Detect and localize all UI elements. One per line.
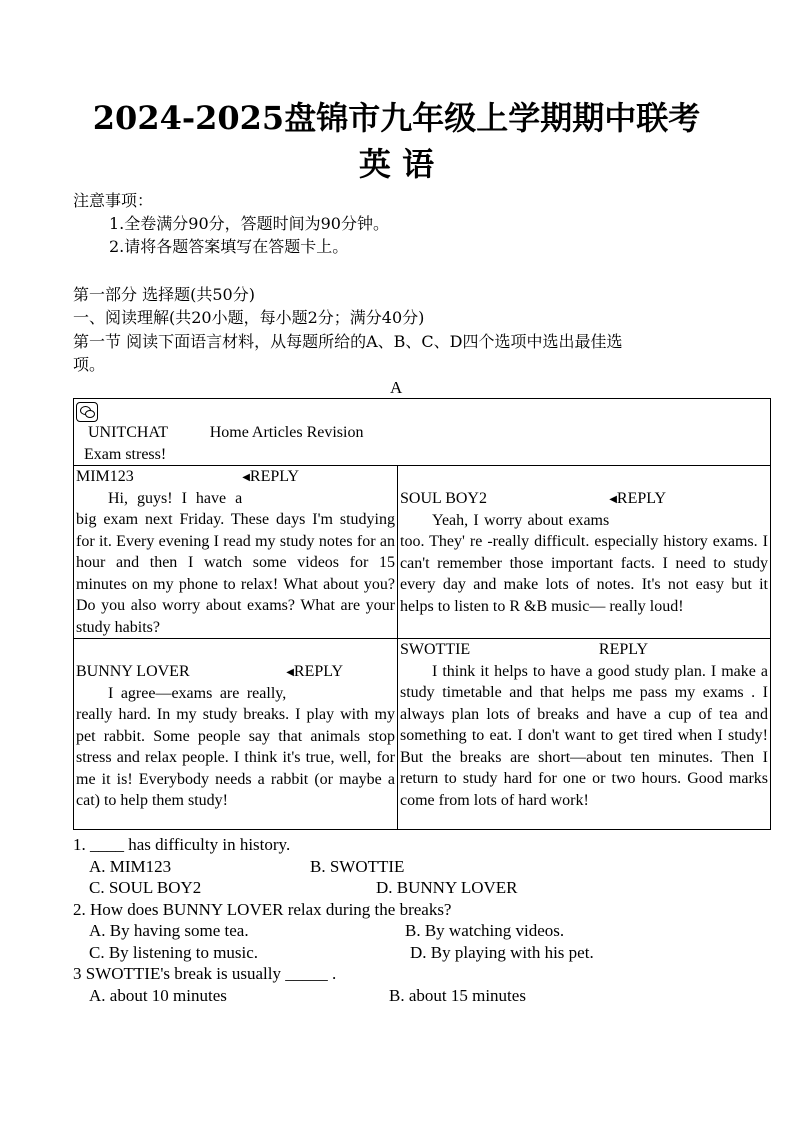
reply-arrow-icon: ◀ xyxy=(609,494,617,505)
question-stem: 3 SWOTTIE's break is usually _____ . xyxy=(73,964,337,983)
question-option[interactable]: B. about 15 minutes xyxy=(389,986,526,1005)
post-body: Yeah, I worry about exams too. They' re -really difficult. especially history exams. I can't remember those important facts. I need to study every day and make lots of notes. It's not easy but it helps to listen to R &B music— really loud! xyxy=(400,511,768,615)
post-username: BUNNY LOVER xyxy=(76,663,190,680)
question-option[interactable]: A. By having some tea. xyxy=(89,921,249,940)
reply-arrow-icon: ◀ xyxy=(242,472,250,483)
question-option[interactable]: C. By listening to music. xyxy=(89,943,259,962)
post-mim123 xyxy=(74,466,398,639)
question-option[interactable]: A. about 10 minutes xyxy=(89,986,227,1005)
section-sub: 一、阅读理解(共20小题，每小题2分；满分40分) xyxy=(73,308,425,327)
question-stem: 2. How does BUNNY LOVER relax during the breaks? xyxy=(73,900,452,919)
reply-button[interactable]: REPLY xyxy=(598,641,648,658)
forum-site-name: UNITCHAT xyxy=(88,424,168,441)
section-part: 第一部分 选择题(共50分) xyxy=(73,285,255,304)
post-username: SOUL BOY2 xyxy=(400,490,487,507)
wechat-chat-icon xyxy=(76,402,98,422)
exam-title: 2024-2025盘锦市九年级上学期期中联考 xyxy=(92,99,701,137)
reply-arrow-icon: ◀ xyxy=(286,667,294,678)
question-option[interactable]: B. SWOTTIE xyxy=(310,857,405,876)
post-bunny-lover xyxy=(74,639,398,830)
notes-item: 2.请将各题答案填写在答题卡上。 xyxy=(109,237,349,256)
forum-topic: Exam stress! xyxy=(84,445,167,463)
post-body: I think it helps to have a good study plan. I make a study timetable and that helps me pass my exams . I always plan lots of breaks and have a cup of tea and something to eat. I don't want to get tired when I study! But the breaks are short—about ten minutes. Then I return to study hard for one or two hours. Good marks come from lots of hard work! xyxy=(400,662,768,809)
post-soul-boy2 xyxy=(398,466,771,639)
reply-button[interactable]: ◀REPLY xyxy=(609,490,666,507)
post-username: SWOTTIE xyxy=(400,641,471,658)
reply-button[interactable]: ◀REPLY xyxy=(286,663,343,680)
post-body: I agree—exams are really, really hard. In my study breaks. I play with my pet rabbit. Some people say that animals stop stress and relax people. I think it's true, well, for me it is! Everybody needs a rabbit (or maybe a cat) to help them study! xyxy=(76,684,395,809)
question-option[interactable]: B. By watching videos. xyxy=(405,921,565,940)
section-instruction: 第一节 阅读下面语言材料，从每题所给的A、B、C、D四个选项中选出最佳选 xyxy=(73,332,623,351)
post-swottie xyxy=(398,639,771,830)
forum-nav[interactable]: Home Articles Revision xyxy=(209,424,364,441)
question-option[interactable]: A. MIM123 xyxy=(89,857,172,876)
question-option[interactable]: D. BUNNY LOVER xyxy=(376,878,518,897)
passage-label: A xyxy=(390,378,403,397)
forum-table xyxy=(73,398,771,830)
question-stem: 1. ____ has difficulty in history. xyxy=(73,835,291,854)
section-instruction-cont: 项。 xyxy=(73,355,106,374)
post-body: Hi, guys! I have a big exam next Friday. These days I'm studying for it. Every evening I read my study notes for an hour and then I watch some videos for 15 minutes on my phone to relax! What about you? Do you also worry about exams? What are your study habits? xyxy=(76,489,395,636)
question-option[interactable]: C. SOUL BOY2 xyxy=(89,878,202,897)
post-username: MIM123 xyxy=(76,468,134,485)
forum-header xyxy=(74,399,771,466)
reply-button[interactable]: ◀REPLY xyxy=(242,468,299,485)
exam-subject: 英 语 xyxy=(358,145,435,183)
notes-item: 1.全卷满分90分，答题时间为90分钟。 xyxy=(109,214,389,233)
notes-heading: 注意事项： xyxy=(73,191,154,210)
question-option[interactable]: D. By playing with his pet. xyxy=(410,943,594,962)
